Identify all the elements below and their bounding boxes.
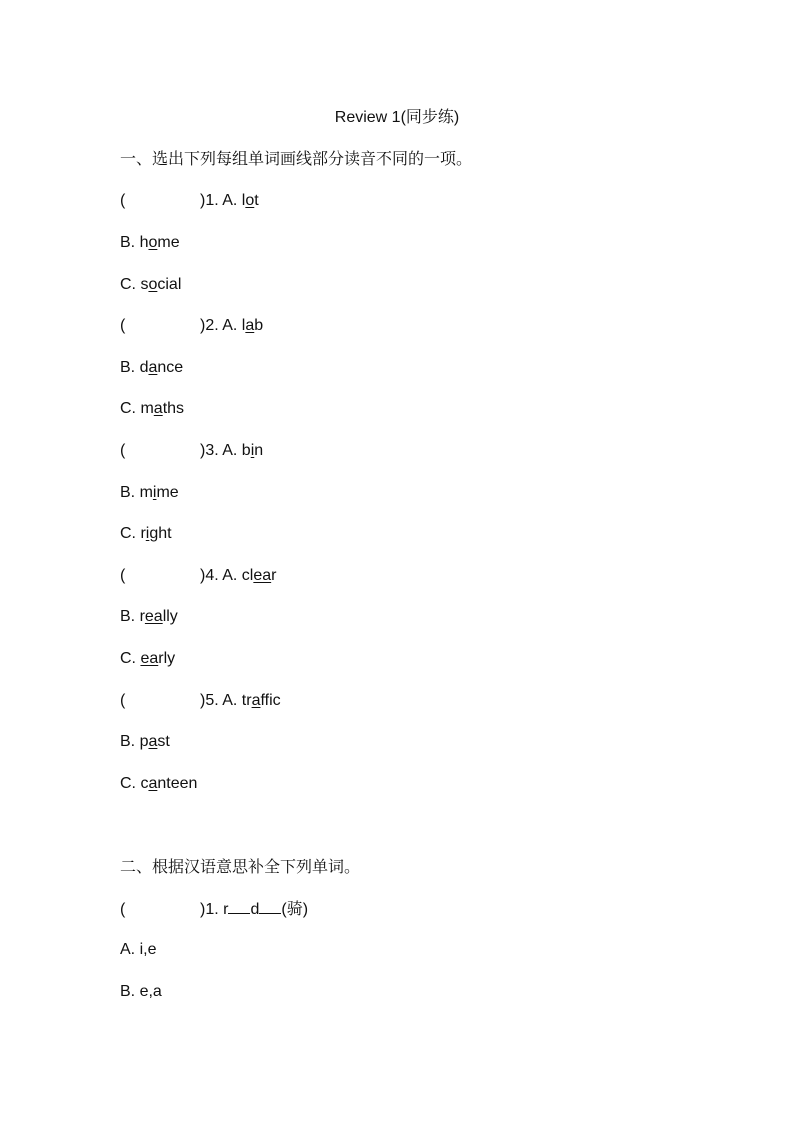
letter-blank bbox=[259, 899, 281, 914]
answer-paren: ( bbox=[120, 901, 126, 918]
answer-paren: ( bbox=[120, 442, 126, 459]
page-title: Review 1(同步练) bbox=[334, 109, 460, 126]
section-2-heading: 二、根据汉语意思补全下列单词。 bbox=[120, 857, 361, 876]
question-3: ( )3. A. bin bbox=[120, 442, 264, 459]
option-c: C. canteen bbox=[120, 775, 198, 792]
option-b: B. mime bbox=[120, 484, 179, 501]
option-b: B. dance bbox=[120, 359, 184, 376]
question-4: ( )4. A. clear bbox=[120, 567, 277, 584]
option-c: C. social bbox=[120, 276, 182, 293]
question-5: ( )5. A. traffic bbox=[120, 692, 281, 709]
section-1-heading: 一、选出下列每组单词画线部分读音不同的一项。 bbox=[120, 149, 473, 168]
option-b: B. home bbox=[120, 234, 180, 251]
option-b: B. really bbox=[120, 608, 178, 625]
answer-paren: ( bbox=[120, 317, 126, 334]
option-a: A. i,e bbox=[120, 941, 157, 958]
letter-blank bbox=[228, 899, 250, 914]
option-c: C. right bbox=[120, 525, 172, 542]
option-b: B. e,a bbox=[120, 983, 162, 1000]
fill-question-1: ( )1. r d (骑) bbox=[120, 901, 309, 918]
option-b: B. past bbox=[120, 733, 170, 750]
answer-paren: ( bbox=[120, 567, 126, 584]
option-c: C. early bbox=[120, 650, 176, 667]
question-2: ( )2. A. lab bbox=[120, 317, 264, 334]
answer-paren: ( bbox=[120, 692, 126, 709]
option-c: C. maths bbox=[120, 400, 185, 417]
answer-paren: ( bbox=[120, 192, 126, 209]
question-1: ( )1. A. lot bbox=[120, 192, 259, 209]
